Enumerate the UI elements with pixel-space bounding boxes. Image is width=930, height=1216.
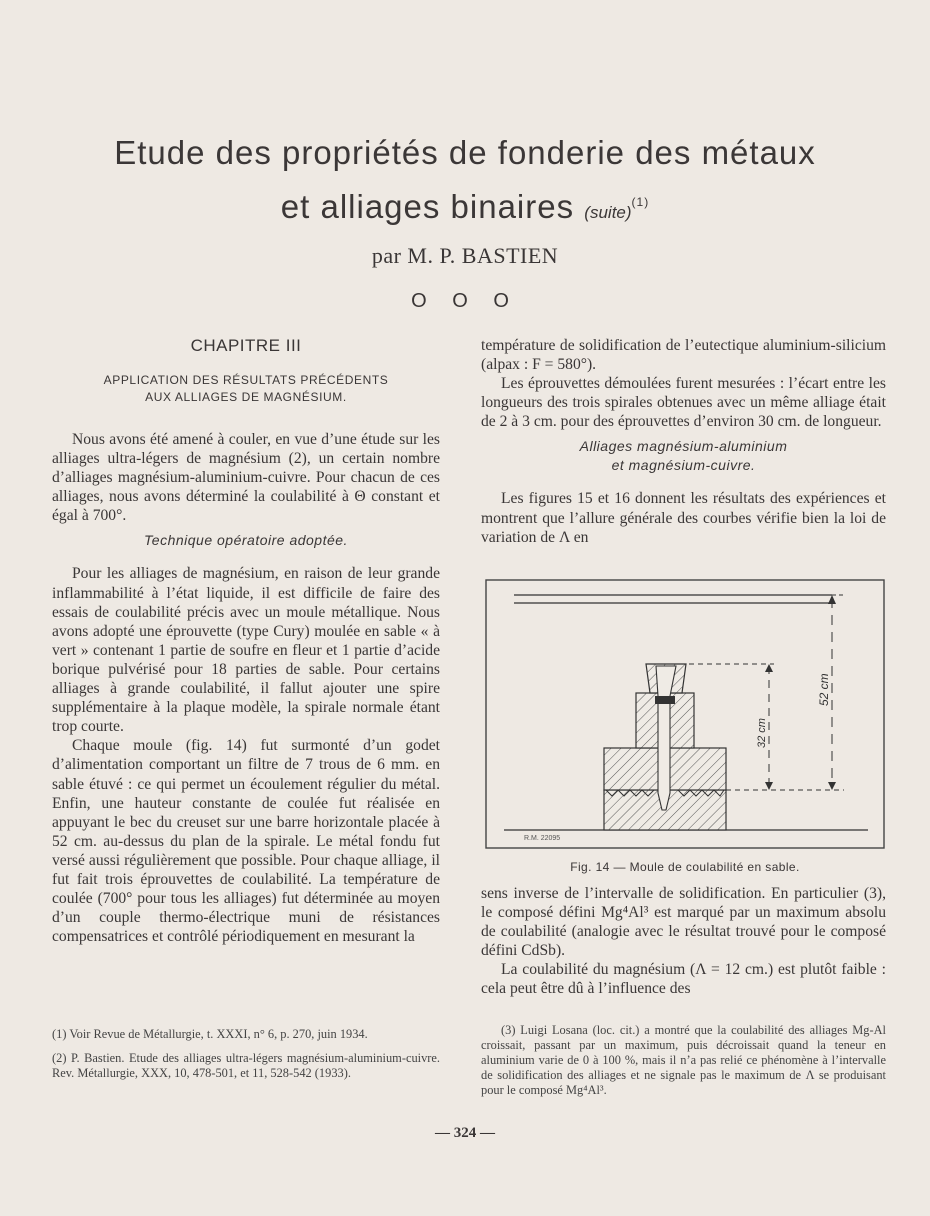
arrow-down xyxy=(765,782,773,790)
paragraph: Les éprouvettes démoulées furent mesurées : l’écart entre les longueurs des trois spirales obtenues avec un même alliage était de 2 à 3 cm. pour des éprouvettes d’environ 30 cm. de longueur. xyxy=(481,375,886,431)
label-52cm: 52 cm xyxy=(817,673,831,706)
page-number: — 324 — xyxy=(435,1125,495,1141)
paragraph: Nous avons été amené à couler, en vue d’une étude sur les alliages ultra-légers de magnésium (2), un certain nombre d’alliages magnésium-aluminium-cuivre. Pour chacun de ces alliages, nous avons déterminé la coulabilité à Θ constant et égal à 700°. xyxy=(52,431,440,525)
paragraph: La coulabilité du magnésium (Λ = 12 cm.) est plutôt faible : cela peut être dû à l’influence des xyxy=(481,961,886,998)
paragraph: température de solidification de l’eutectique aluminium-silicium (alpax : F = 580°). xyxy=(481,337,886,374)
arrow-down xyxy=(828,782,836,790)
left-column xyxy=(52,336,440,946)
paragraph: Pour les alliages de magnésium, en raison de leur grande inflammabilité à l’état liquide, il est difficile de faire des essais de coulabilité précis avec un moule métallique. Nous avons adopté une éprouvette (type Cury) moulée en sable « à vert » contenant 1 partie de soufre en fleur et 1 partie d’acide borique pulvérisé pour 18 parties de sable. Pour certains alliages à grande coulabilité, il fallut ajouter une spire supplémentaire à la plaque modèle, la spirale normale étant trop courte. xyxy=(52,565,440,736)
subheading-line-1: APPLICATION DES RÉSULTATS PRÉCÉDENTS xyxy=(103,373,389,387)
filter xyxy=(655,696,675,704)
chapter-subheading xyxy=(52,372,440,406)
title-line-1 xyxy=(0,134,930,172)
arrow-up xyxy=(765,664,773,672)
figure-14 xyxy=(484,578,886,850)
title-text-2: et alliages binaires xyxy=(280,188,575,225)
left-footnotes xyxy=(52,1027,440,1090)
footnote-1: (1) Voir Revue de Métallurgie, t. XXXI, n° 6, p. 270, juin 1934. xyxy=(52,1027,368,1041)
subheading-line-2: AUX ALLIAGES DE MAGNÉSIUM. xyxy=(145,390,347,404)
footnote-2: (2) P. Bastien. Etude des alliages ultra-légers magnésium-aluminium-cuivre. Rev. Métallurgie, XXX, 10, 478-501, et 11, 528-542 (1933). xyxy=(52,1051,440,1080)
plate-code: R.M. 22095 xyxy=(524,835,561,842)
figure-caption: Fig. 14 — Moule de coulabilité en sable. xyxy=(570,860,800,874)
title-suite: (suite) xyxy=(584,203,632,222)
ornament: O O O xyxy=(411,290,519,312)
section-heading: Technique opératoire adoptée. xyxy=(144,532,348,549)
title-text-1: Etude des propriétés de fonderie des métaux xyxy=(114,134,816,171)
chapter-heading: CHAPITRE III xyxy=(190,336,302,355)
title-line-2 xyxy=(0,188,930,226)
footnote-3: (3) Luigi Losana (loc. cit.) a montré que la coulabilité des alliages Mg-Al croissait, passant par un maximum, puis décroissait quand la teneur en aluminium varie de 0 à 100 %, mais il n’a pas relié ce phénomène à l’intervalle de solidification des alliages et ne signale pas le maximum de Λ se produisant pour le composé Mg⁴Al³. xyxy=(481,1023,886,1097)
section-heading-line-1: Alliages magnésium-aluminium xyxy=(579,438,788,455)
paragraph: sens inverse de l’intervalle de solidification. En particulier (3), le composé défini Mg⁴Al³ est marqué par un maximum absolu de coulabilité (analogie avec le résultat trouvé pour le composé défini CdSb). xyxy=(481,885,886,960)
author-line: par M. P. BASTIEN xyxy=(371,243,559,268)
title-footnote-ref: (1) xyxy=(631,195,650,209)
right-column xyxy=(481,336,886,547)
section-heading-line-2: et magnésium-cuivre. xyxy=(611,457,756,474)
section-heading xyxy=(481,437,886,475)
paragraph: Les figures 15 et 16 donnent les résultats des expériences et montrent que l’allure générale des courbes vérifie bien la loi de variation de Λ en xyxy=(481,490,886,546)
mould-diagram xyxy=(484,578,886,850)
right-footnotes xyxy=(481,1023,886,1107)
arrow-up xyxy=(828,595,836,604)
label-32cm: 32 cm xyxy=(756,718,768,748)
paragraph: Chaque moule (fig. 14) fut surmonté d’un godet d’alimentation comportant un filtre de 7 trous de 6 mm. en sable étuvé : ce qui permet un écoulement régulier du métal. Enfin, une hauteur constante de coulée fut réalisée en appuyant le bec du creuset sur une barre horizontale placée à 52 cm. au-dessus du plan de la spirale. Le métal fondu fut versé aussi régulièrement que possible. Pour chaque alliage, il fut fait trois éprouvettes de coulabilité. La température de coulée (700° pour tous les alliages) fut déterminée au moyen d’un couple thermo-électrique muni de résistances compensatrices et contrôlé périodiquement en mesurant la xyxy=(52,737,440,946)
right-column-continued xyxy=(481,884,886,999)
